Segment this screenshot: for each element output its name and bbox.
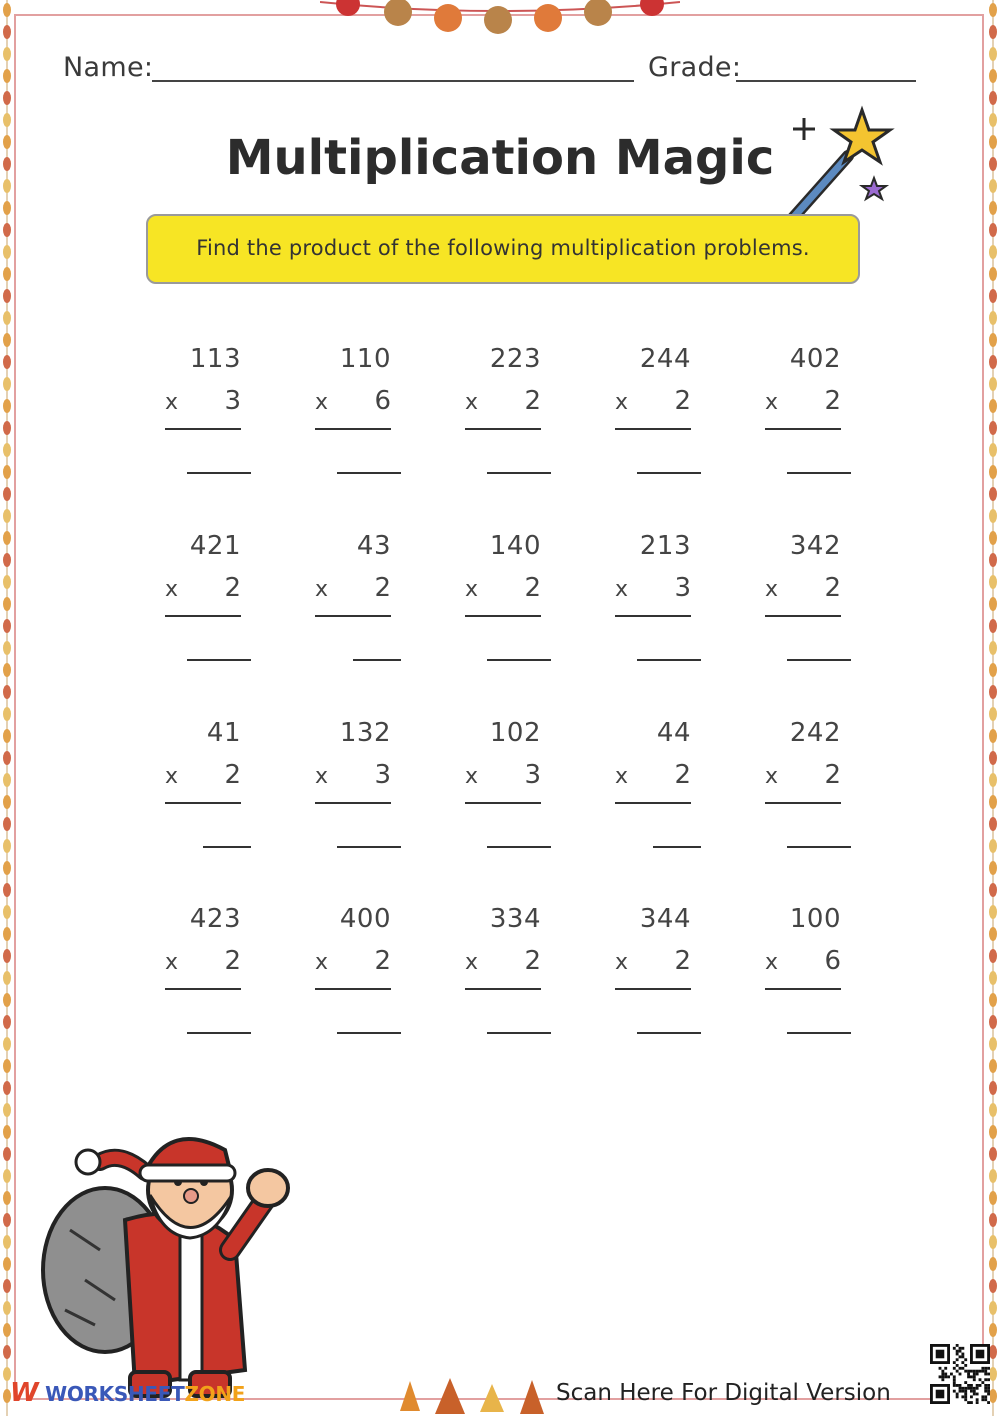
multiplier: 2 [524, 386, 541, 416]
multiplicand: 100 [789, 904, 841, 934]
answer-line[interactable] [187, 659, 251, 661]
multiplicand: 110 [339, 344, 391, 374]
answer-line[interactable] [637, 1032, 701, 1034]
multiply-sign: x [465, 577, 479, 602]
answer-line[interactable] [337, 1032, 401, 1034]
multiply-sign: x [615, 577, 629, 602]
problem-6 [165, 531, 241, 681]
problem-rule [165, 802, 241, 804]
logo-text: WORKSHEET [45, 1382, 185, 1406]
multiplier: 2 [824, 573, 841, 603]
multiply-sign: x [765, 390, 779, 415]
worksheetzone-logo [10, 1378, 245, 1408]
problem-rule [615, 615, 691, 617]
multiplicand: 334 [489, 904, 541, 934]
qr-code-icon[interactable] [930, 1344, 990, 1404]
multiply-sign: x [165, 764, 179, 789]
multiplier: 2 [524, 573, 541, 603]
problem-16 [165, 904, 241, 1054]
problem-rule [465, 988, 541, 990]
multiplicand: 400 [339, 904, 391, 934]
answer-line[interactable] [787, 846, 851, 848]
multiplier: 2 [224, 573, 241, 603]
multiplier: 2 [824, 760, 841, 790]
multiplicand: 140 [489, 531, 541, 561]
answer-line[interactable] [487, 472, 551, 474]
autumn-leaves-decoration [380, 1366, 560, 1416]
multiplier: 6 [374, 386, 391, 416]
instruction-text: Find the product of the following multiplication problems. [196, 236, 810, 260]
multiplier: 2 [674, 946, 691, 976]
problem-rule [165, 428, 241, 430]
problem-rule [465, 428, 541, 430]
multiplicand: 423 [189, 904, 241, 934]
problem-9 [615, 531, 691, 681]
multiplicand: 102 [489, 718, 541, 748]
multiplier: 3 [674, 573, 691, 603]
problem-11 [165, 718, 241, 868]
multiplicand: 44 [656, 718, 691, 748]
multiply-sign: x [615, 390, 629, 415]
multiply-sign: x [165, 390, 179, 415]
answer-line[interactable] [653, 846, 701, 848]
problem-13 [465, 718, 541, 868]
answer-line[interactable] [187, 1032, 251, 1034]
problem-rule [465, 615, 541, 617]
multiply-sign: x [465, 390, 479, 415]
problem-rule [765, 802, 841, 804]
answer-line[interactable] [337, 846, 401, 848]
name-label: Name: [63, 52, 154, 83]
problem-rule [615, 428, 691, 430]
multiplier: 2 [224, 946, 241, 976]
scan-instruction: Scan Here For Digital Version [556, 1380, 891, 1406]
right-vine-decoration [986, 0, 1000, 1416]
problem-3 [465, 344, 541, 494]
multiplicand: 244 [639, 344, 691, 374]
multiply-sign: x [765, 950, 779, 975]
multiply-sign: x [315, 390, 329, 415]
answer-line[interactable] [487, 659, 551, 661]
problem-17 [315, 904, 391, 1054]
problem-12 [315, 718, 391, 868]
instruction-banner [146, 214, 860, 284]
problem-rule [465, 802, 541, 804]
answer-line[interactable] [187, 472, 251, 474]
answer-line[interactable] [353, 659, 401, 661]
multiply-sign: x [315, 577, 329, 602]
answer-line[interactable] [787, 1032, 851, 1034]
multiplier: 3 [224, 386, 241, 416]
problem-rule [315, 428, 391, 430]
logo-text-zone: ZONE [184, 1382, 246, 1406]
problem-rule [315, 988, 391, 990]
multiplicand: 132 [339, 718, 391, 748]
multiply-sign: x [165, 577, 179, 602]
multiply-sign: x [315, 764, 329, 789]
bunting-decoration [320, 0, 680, 36]
multiplicand: 242 [789, 718, 841, 748]
answer-line[interactable] [637, 472, 701, 474]
problem-rule [615, 988, 691, 990]
multiplicand: 344 [639, 904, 691, 934]
problem-10 [765, 531, 841, 681]
multiplier: 2 [824, 386, 841, 416]
multiply-sign: x [615, 950, 629, 975]
problem-2 [315, 344, 391, 494]
multiplier: 2 [224, 760, 241, 790]
answer-line[interactable] [337, 472, 401, 474]
problem-14 [615, 718, 691, 868]
multiply-sign: x [465, 764, 479, 789]
problem-rule [615, 802, 691, 804]
answer-line[interactable] [787, 472, 851, 474]
multiply-sign: x [615, 764, 629, 789]
problem-rule [765, 615, 841, 617]
multiplicand: 342 [789, 531, 841, 561]
problem-rule [315, 615, 391, 617]
multiplier: 2 [524, 946, 541, 976]
multiply-sign: x [165, 950, 179, 975]
logo-mark: W [10, 1378, 39, 1408]
santa-illustration [40, 1110, 300, 1400]
problem-20 [765, 904, 841, 1054]
answer-line[interactable] [487, 846, 551, 848]
grade-label: Grade: [648, 52, 742, 83]
multiply-sign: x [465, 950, 479, 975]
problem-4 [615, 344, 691, 494]
answer-line[interactable] [787, 659, 851, 661]
problem-15 [765, 718, 841, 868]
problem-7 [315, 531, 391, 681]
problem-rule [165, 615, 241, 617]
multiply-sign: x [765, 577, 779, 602]
multiplier: 3 [524, 760, 541, 790]
answer-line[interactable] [203, 846, 251, 848]
multiplicand: 43 [356, 531, 391, 561]
multiplier: 2 [674, 760, 691, 790]
multiplier: 2 [374, 946, 391, 976]
grade-field-line[interactable] [736, 80, 916, 82]
multiplicand: 421 [189, 531, 241, 561]
multiplicand: 223 [489, 344, 541, 374]
problem-18 [465, 904, 541, 1054]
multiplicand: 113 [189, 344, 241, 374]
answer-line[interactable] [487, 1032, 551, 1034]
problem-8 [465, 531, 541, 681]
page-title: Multiplication Magic [225, 130, 775, 186]
problem-1 [165, 344, 241, 494]
multiply-sign: x [315, 950, 329, 975]
multiplicand: 402 [789, 344, 841, 374]
problem-5 [765, 344, 841, 494]
problem-rule [765, 988, 841, 990]
multiplicand: 41 [206, 718, 241, 748]
multiplier: 2 [674, 386, 691, 416]
multiply-sign: x [765, 764, 779, 789]
multiplier: 3 [374, 760, 391, 790]
left-vine-decoration [0, 0, 14, 1416]
problem-rule [165, 988, 241, 990]
multiplicand: 213 [639, 531, 691, 561]
problem-rule [765, 428, 841, 430]
answer-line[interactable] [637, 659, 701, 661]
name-field-line[interactable] [152, 80, 634, 82]
multiplier: 2 [374, 573, 391, 603]
multiplier: 6 [824, 946, 841, 976]
problem-19 [615, 904, 691, 1054]
problem-rule [315, 802, 391, 804]
